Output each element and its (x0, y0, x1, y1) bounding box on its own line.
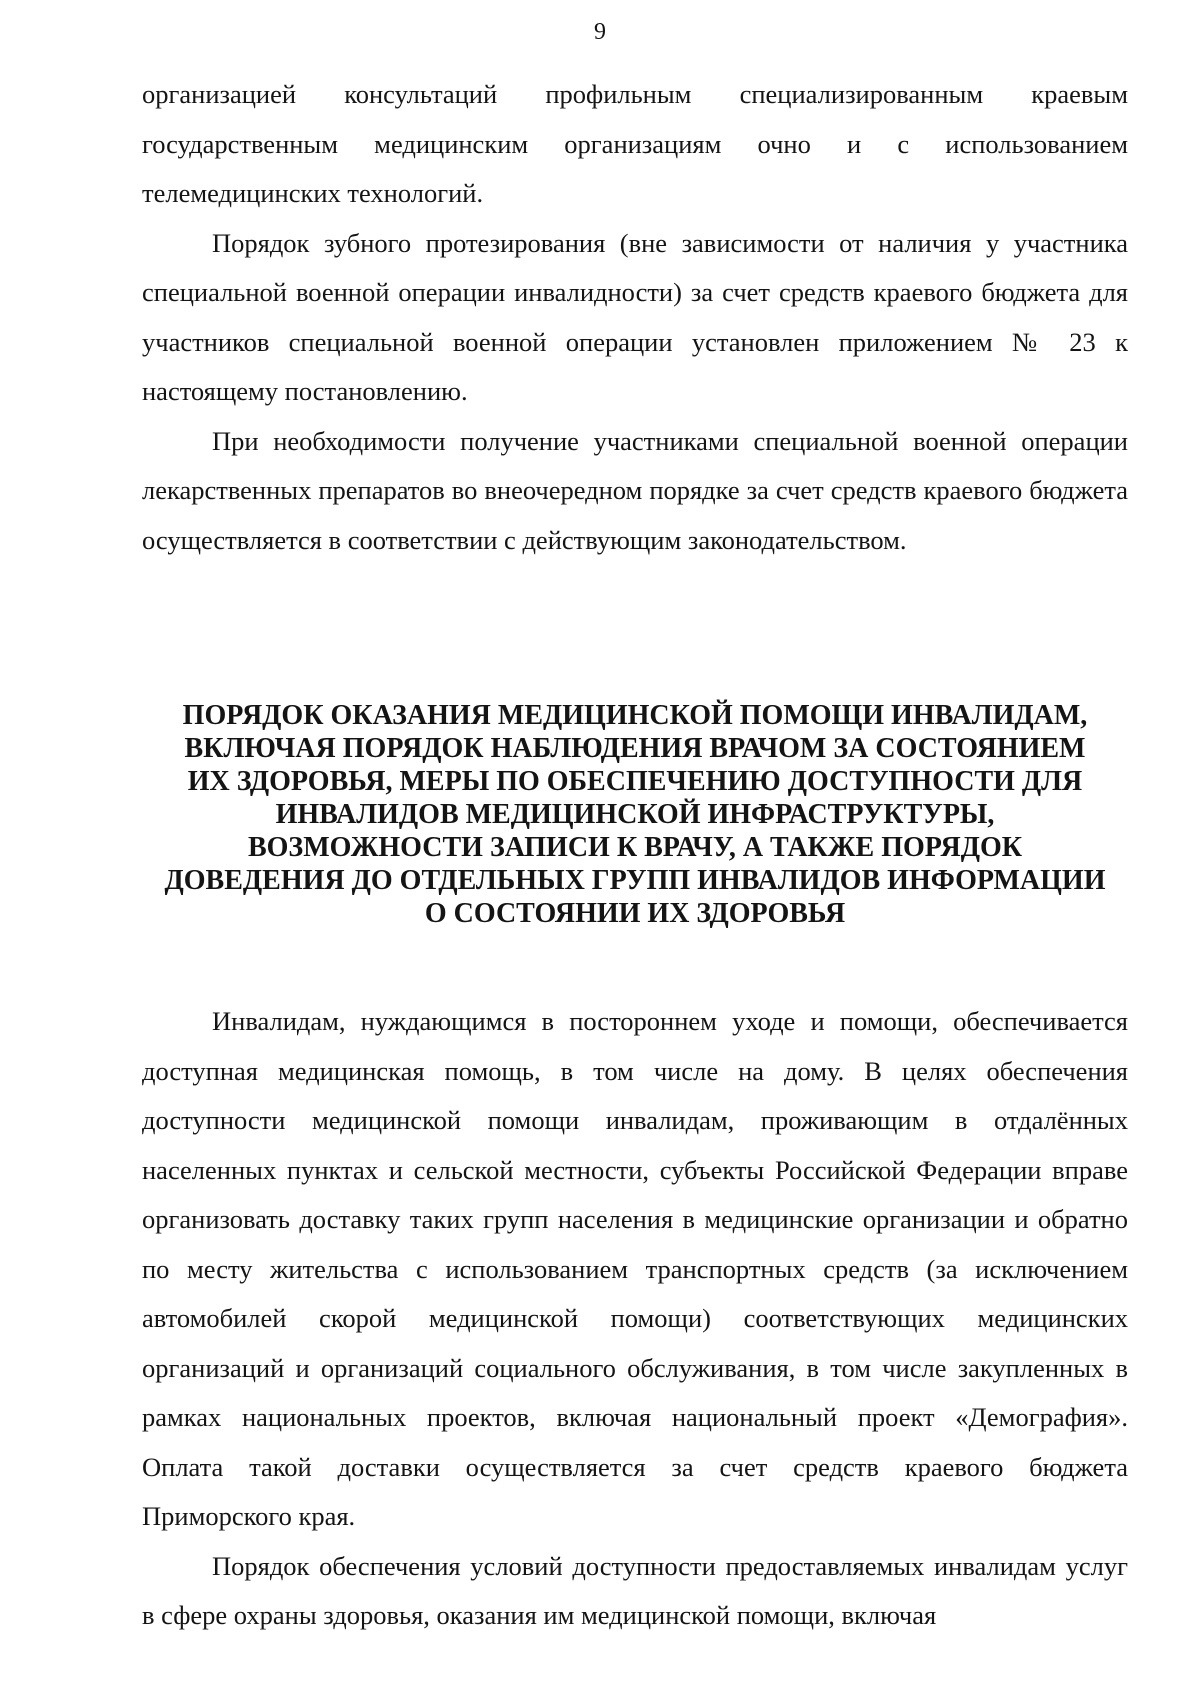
section-disabled-care (142, 997, 1128, 1641)
heading-line: ВКЛЮЧАЯ ПОРЯДОК НАБЛЮДЕНИЯ ВРАЧОМ ЗА СОСТОЯНИЕМ (184, 733, 1086, 764)
heading-line: О СОСТОЯНИИ ИХ ЗДОРОВЬЯ (424, 898, 846, 929)
heading-line: ИНВАЛИДОВ МЕДИЦИНСКОЙ ИНФРАСТРУКТУРЫ, (275, 799, 995, 830)
heading-line: ДОВЕДЕНИЯ ДО ОТДЕЛЬНЫХ ГРУПП ИНВАЛИДОВ ИНФОРМАЦИИ (164, 865, 1106, 896)
section-continuation (142, 70, 1128, 565)
section-heading (142, 699, 1128, 930)
paragraph-accessible-care: Инвалидам, нуждающимся в постороннем уходе и помощи, обеспечивается доступная медицинская помощь, в том числе на дому. В целях обеспечения доступности медицинской помощи инвалидам, проживающим в отдалённых населенных пунктах и сельской местности, субъекты Российской Федерации вправе организовать доставку таких групп населения в медицинские организации и обратно по месту жительства с использованием транспортных средств (за исключением автомобилей скорой медицинской помощи) соответствующих медицинских организаций и организаций социального обслуживания, в том числе закупленных в рамках национальных проектов, включая национальный проект «Демография». Оплата такой доставки осуществляется за счет средств краевого бюджета Приморского края. (142, 1006, 1128, 1531)
heading-line: ИХ ЗДОРОВЬЯ, МЕРЫ ПО ОБЕСПЕЧЕНИЮ ДОСТУПНОСТИ ДЛЯ (187, 766, 1083, 797)
paragraph-dental-prosthetics: Порядок зубного протезирования (вне зависимости от наличия у участника специальной военной операции инвалидности) за счет средств краевого бюджета для участников специальной военной операции установлен приложением № 23 к настоящему постановлению. (142, 227, 1128, 406)
heading-line: ПОРЯДОК ОКАЗАНИЯ МЕДИЦИНСКОЙ ПОМОЩИ ИНВАЛИДАМ, (182, 700, 1088, 731)
paragraph-accessibility-conditions: Порядок обеспечения условий доступности предоставляемых инвалидам услуг в сфере охраны здоровья, оказания им медицинской помощи, включая (142, 1550, 1128, 1630)
paragraph-medications: При необходимости получение участниками специальной военной операции лекарственных препаратов во внеочередном порядке за счет средств краевого бюджета осуществляется в соответствии с действующим законодательством. (142, 425, 1128, 555)
page-number: 9 (594, 19, 606, 45)
heading-line: ВОЗМОЖНОСТИ ЗАПИСИ К ВРАЧУ, А ТАКЖЕ ПОРЯДОК (247, 832, 1023, 863)
paragraph-consultations: организацией консультаций профильным специализированным краевым государственным медицинским организациям очно и с использованием телемедицинских технологий. (142, 79, 1128, 208)
